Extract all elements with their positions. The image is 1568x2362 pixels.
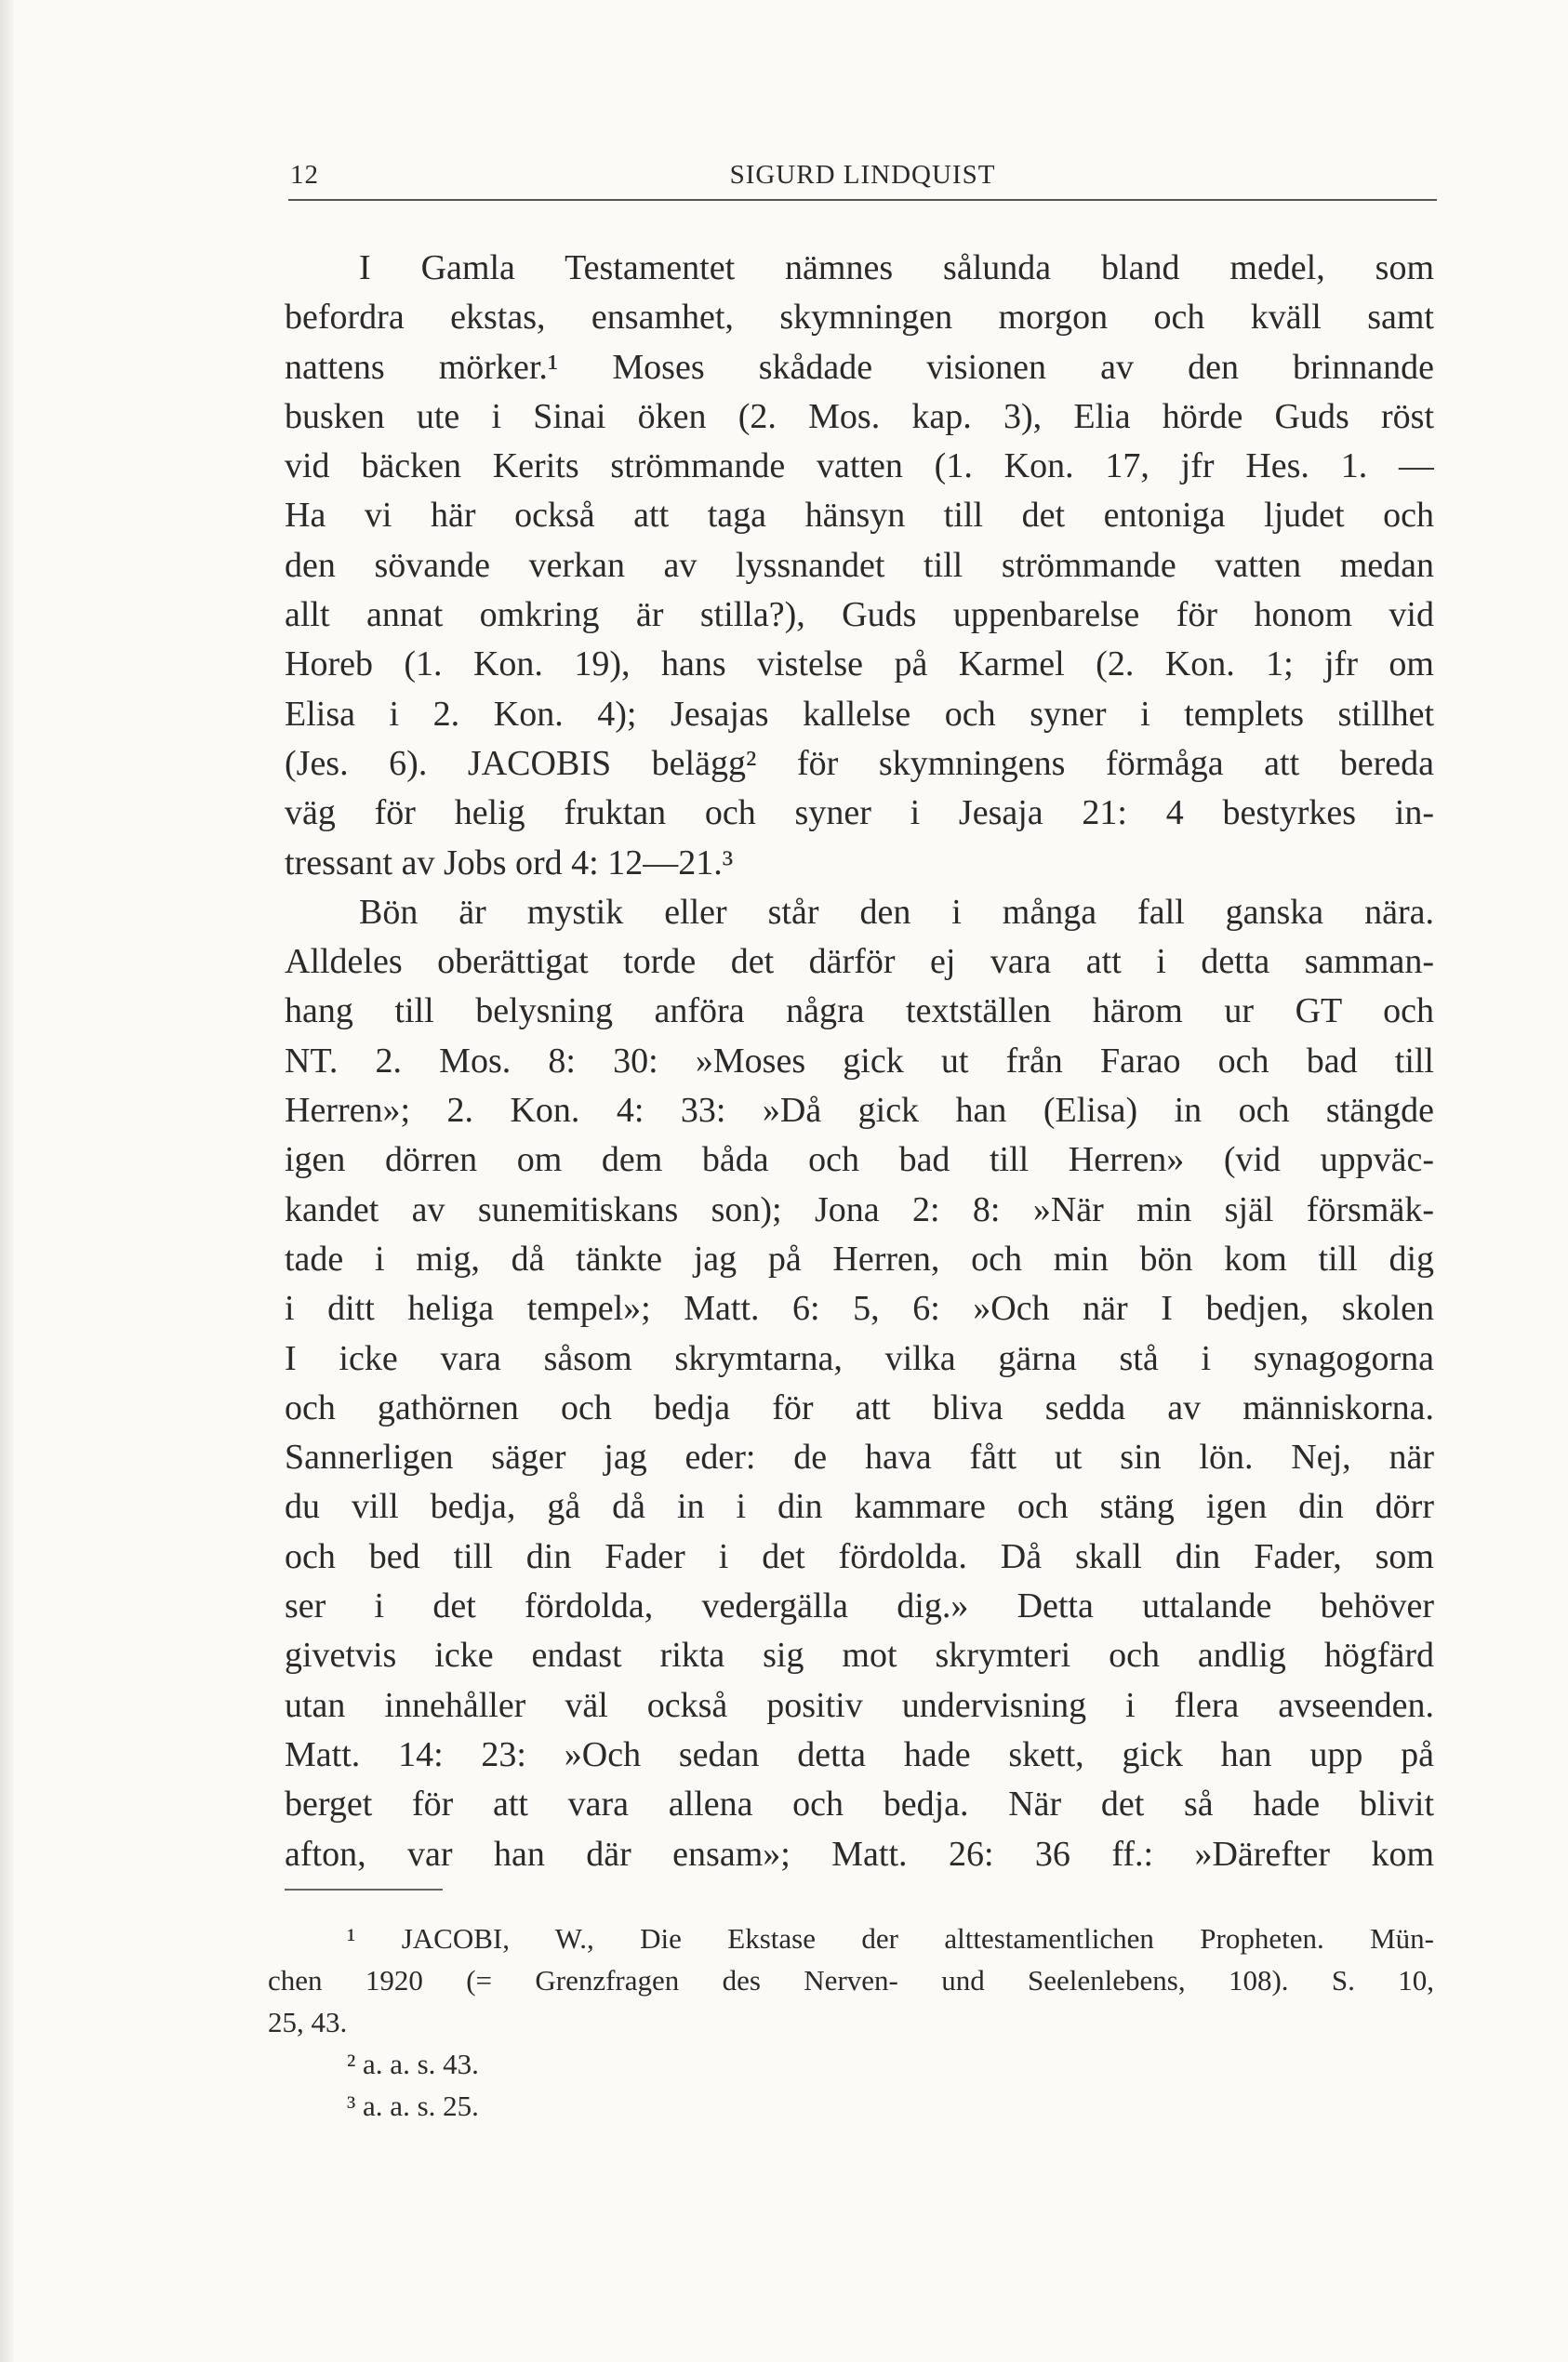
- page-edge-shadow: [0, 0, 13, 2362]
- running-head: [288, 156, 1437, 201]
- footnote-line: ³ a. a. s. 25.: [347, 2090, 479, 2122]
- text-line: i ditt heliga tempel»; Matt. 6: 5, 6: »Och när I bedjen, skolen: [285, 1289, 1434, 1329]
- text-line: Herren»; 2. Kon. 4: 33: »Då gick han (Elisa) in och stängde: [285, 1091, 1434, 1131]
- text-line: berget för att vara allena och bedja. När det så hade blivit: [285, 1785, 1434, 1825]
- text-line: Ha vi här också att taga hänsyn till det entoniga ljudet och: [285, 496, 1434, 536]
- text-line: utan innehåller väl också positiv undervisning i flera avseenden.: [285, 1685, 1434, 1725]
- text-line: väg för helig fruktan och syner i Jesaja 21: 4 bestyrkes in-: [285, 793, 1434, 833]
- body-text: [285, 244, 1434, 1879]
- text-line: hang till belysning anföra några textställen härom ur GT och: [285, 991, 1434, 1031]
- text-line: Sannerligen säger jag eder: de hava fått ut sin lön. Nej, när: [285, 1438, 1434, 1478]
- text-line: (Jes. 6). JACOBIS belägg² för skymningens förmåga att bereda: [285, 743, 1434, 783]
- text-line: tade i mig, då tänkte jag på Herren, och min bön kom till dig: [285, 1239, 1434, 1279]
- text-line: kandet av sunemitiskans son); Jona 2: 8: »När min själ försmäk-: [285, 1189, 1434, 1229]
- text-line: befordra ekstas, ensamhet, skymningen morgon och kväll samt: [285, 298, 1434, 338]
- text-line: givetvis icke endast rikta sig mot skrymteri och andlig högfärd: [285, 1636, 1434, 1676]
- footnote-line: chen 1920 (= Grenzfragen des Nerven- und Seelenlebens, 108). S. 10,: [268, 1964, 1434, 1997]
- footnote-line: 25, 43.: [268, 2006, 348, 2038]
- text-line: I icke vara såsom skrymtarna, vilka gärna stå i synagogorna: [285, 1338, 1434, 1378]
- running-title: SIGURD LINDQUIST: [729, 160, 996, 190]
- text-line: NT. 2. Mos. 8: 30: »Moses gick ut från Farao och bad till: [285, 1041, 1434, 1081]
- text-line: Matt. 14: 23: »Och sedan detta hade skett, gick han upp på: [285, 1734, 1434, 1774]
- text-line: Horeb (1. Kon. 19), hans vistelse på Karmel (2. Kon. 1; jfr om: [285, 644, 1434, 684]
- text-line: och bed till din Fader i det fördolda. Då skall din Fader, som: [285, 1536, 1434, 1576]
- page-number: 12: [290, 160, 319, 190]
- text-line: tressant av Jobs ord 4: 12—21.³: [285, 843, 734, 882]
- footnote-rule: [285, 1889, 443, 1891]
- text-line: ser i det fördolda, vedergälla dig.» Detta uttalande behöver: [285, 1586, 1434, 1626]
- text-line: igen dörren om dem båda och bad till Herren» (vid uppväc-: [285, 1140, 1434, 1180]
- text-line: I Gamla Testamentet nämnes sålunda bland medel, som: [359, 248, 1434, 287]
- text-line: den sövande verkan av lyssnandet till strömmande vatten medan: [285, 545, 1434, 585]
- text-line: Elisa i 2. Kon. 4); Jesajas kallelse och syner i templets stillhet: [285, 694, 1434, 734]
- footnote-line: ² a. a. s. 43.: [347, 2048, 479, 2080]
- text-line: afton, var han där ensam»; Matt. 26: 36 ff.: »Därefter kom: [285, 1834, 1434, 1874]
- footnotes: [268, 1917, 1434, 2127]
- footnote-line: ¹ JACOBI, W., Die Ekstase der alttestamentlichen Propheten. Mün-: [347, 1922, 1434, 1955]
- text-line: nattens mörker.¹ Moses skådade visionen av den brinnande: [285, 347, 1434, 387]
- text-line: och gathörnen och bedja för att bliva sedda av människorna.: [285, 1387, 1434, 1427]
- text-line: busken ute i Sinai öken (2. Mos. kap. 3), Elia hörde Guds röst: [285, 396, 1434, 436]
- text-line: allt annat omkring är stilla?), Guds uppenbarelse för honom vid: [285, 595, 1434, 635]
- text-line: Bön är mystik eller står den i många fall ganska nära.: [359, 892, 1434, 932]
- text-line: du vill bedja, gå då in i din kammare och stäng igen din dörr: [285, 1487, 1434, 1527]
- text-line: Alldeles oberättigat torde det därför ej vara att i detta samman-: [285, 942, 1434, 982]
- text-line: vid bäcken Kerits strömmande vatten (1. Kon. 17, jfr Hes. 1. —: [285, 446, 1434, 486]
